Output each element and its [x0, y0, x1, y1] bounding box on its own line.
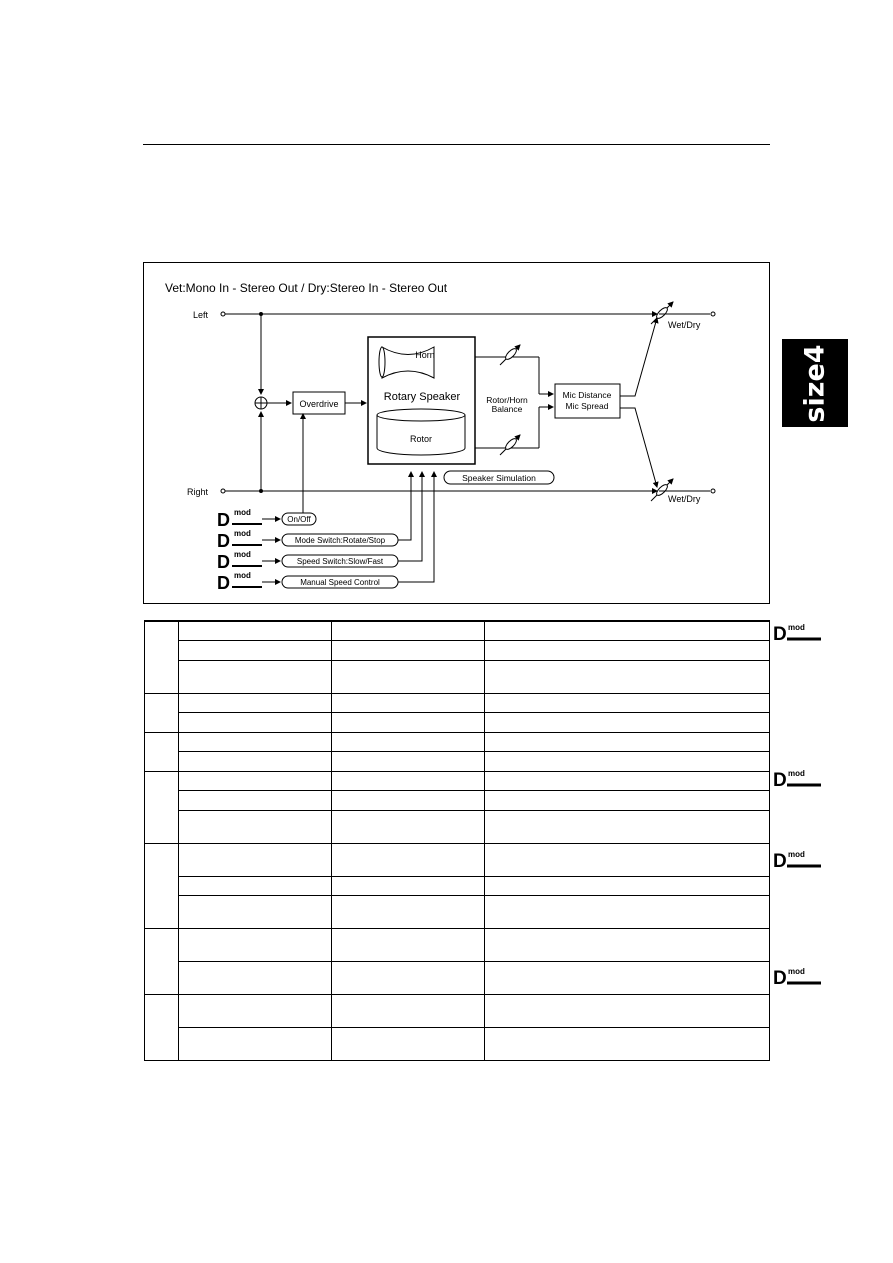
svg-text:D: D [773, 968, 787, 987]
svg-text:D: D [773, 624, 787, 643]
wet-dry-label-bottom: Wet/Dry [668, 494, 701, 504]
balance-label-2: Balance [491, 404, 523, 414]
input-right-terminal [221, 489, 225, 493]
dmod-logo-letter: D [217, 552, 230, 572]
svg-text:mod: mod [788, 967, 805, 976]
svg-text:mod: mod [788, 769, 805, 778]
rotary-speaker-label: Rotary Speaker [383, 391, 461, 403]
speaker-sim-label: Speaker Simulation [462, 473, 536, 483]
mic-label-1: Mic Distance [562, 390, 612, 400]
horn-label: Horn [415, 350, 435, 360]
dmod-logo-letter: D [217, 531, 230, 551]
table-row [145, 732, 770, 751]
table-row [145, 712, 770, 732]
dmod-control-row-1 [217, 508, 316, 530]
dmod-badge [773, 767, 823, 789]
table-row [145, 876, 770, 895]
dmod-control-label: On/Off [287, 515, 311, 524]
dmod-logo-text: mod [234, 529, 251, 538]
dmod-logo-text: mod [234, 571, 251, 580]
table-row [145, 640, 770, 660]
table-row [145, 790, 770, 810]
dmod-control-label: Manual Speed Control [300, 578, 380, 587]
table-row [145, 895, 770, 928]
table-row [145, 961, 770, 994]
wet-dry-knob-bottom [655, 483, 669, 497]
input-left-label: Left [193, 310, 209, 320]
table-row [145, 1027, 770, 1060]
chapter-tab [782, 339, 848, 427]
svg-text:D: D [773, 770, 787, 789]
table-row [145, 621, 770, 640]
parameter-table [144, 620, 770, 1061]
svg-text:D: D [773, 851, 787, 870]
table-row [145, 810, 770, 843]
overdrive-label: Overdrive [299, 399, 339, 409]
table-row [145, 843, 770, 876]
dmod-badge [773, 965, 823, 987]
dmod-logo-text: mod [234, 508, 251, 517]
table-row [145, 693, 770, 712]
mic-label-2: Mic Spread [565, 401, 609, 411]
input-left-terminal [221, 312, 225, 316]
dmod-control-label: Speed Switch:Slow/Fast [296, 557, 384, 566]
table-row [145, 771, 770, 790]
wet-dry-label-top: Wet/Dry [668, 320, 701, 330]
table-row [145, 660, 770, 693]
input-right-label: Right [187, 487, 209, 497]
dmod-logo-text: mod [234, 550, 251, 559]
table-row [145, 928, 770, 961]
rotary-speaker-block-diagram [143, 262, 770, 604]
wet-dry-knob-top [655, 306, 669, 320]
svg-text:mod: mod [788, 850, 805, 859]
dmod-control-row-2 [217, 529, 398, 551]
table-row [145, 994, 770, 1027]
dmod-control-row-4 [217, 571, 398, 593]
dmod-logo-letter: D [217, 510, 230, 530]
rotor-shape [377, 409, 465, 421]
header-rule [143, 144, 770, 145]
chapter-tab-label: size4 [799, 343, 831, 423]
dmod-badge [773, 621, 823, 643]
dmod-badge [773, 848, 823, 870]
table-row [145, 751, 770, 771]
dmod-control-row-3 [217, 550, 398, 572]
rotor-label: Rotor [409, 434, 433, 444]
diagram-title: Vet:Mono In - Stereo Out / Dry:Stereo In - Stereo Out [165, 281, 448, 295]
balance-label-1: Rotor/Horn [486, 395, 528, 405]
dmod-logo-letter: D [217, 573, 230, 593]
dmod-control-label: Mode Switch:Rotate/Stop [294, 536, 386, 545]
svg-text:mod: mod [788, 623, 805, 632]
